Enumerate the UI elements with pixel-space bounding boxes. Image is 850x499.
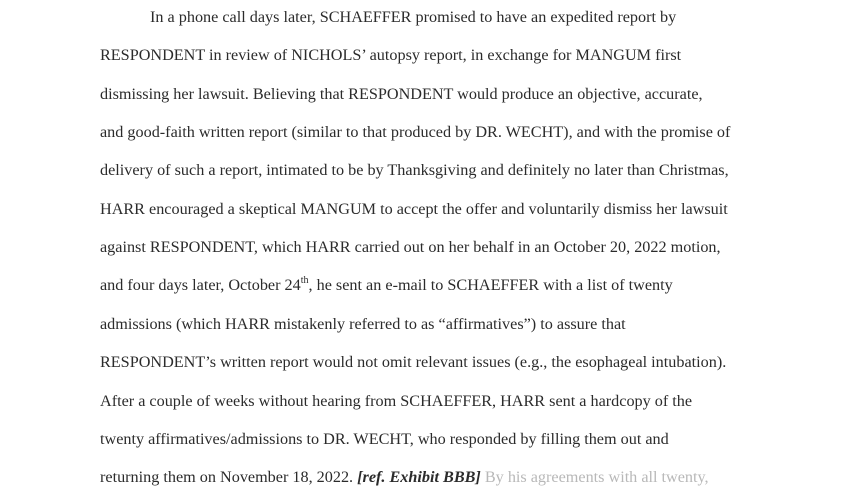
line-8-rest: , he sent an e-mail to SCHAEFFER with a list of twenty: [308, 276, 673, 294]
paragraph-line-4: and good-faith written report (similar to that produced by DR. WECHT), and with the promise of: [100, 123, 731, 141]
paragraph-line-5: delivery of such a report, intimated to be by Thanksgiving and definitely no later than Christmas,: [100, 161, 729, 179]
ordinal-superscript: th: [300, 274, 309, 286]
paragraph-line-13: [100, 467, 709, 487]
paragraph-line-8: [100, 275, 673, 295]
line-8-start: and four days later, October 24: [100, 276, 301, 294]
paragraph-line-3: dismissing her lawsuit. Believing that RESPONDENT would produce an objective, accurate,: [100, 85, 703, 103]
paragraph-line-7: against RESPONDENT, which HARR carried out on her behalf in an October 20, 2022 motion,: [100, 238, 721, 256]
paragraph-line-2: RESPONDENT in review of NICHOLS’ autopsy report, in exchange for MANGUM first: [100, 46, 682, 64]
paragraph-line-11: After a couple of weeks without hearing from SCHAEFFER, HARR sent a hardcopy of the: [100, 392, 693, 410]
line-13-text: returning them on November 18, 2022.: [100, 468, 354, 486]
faded-continuation-text: By his agreements with all twenty,: [484, 468, 709, 486]
paragraph-line-6: HARR encouraged a skeptical MANGUM to accept the offer and voluntarily dismiss her lawsuit: [100, 200, 728, 218]
paragraph-line-10: RESPONDENT’s written report would not omit relevant issues (e.g., the esophageal intubation).: [100, 353, 727, 371]
paragraph-line-12: twenty affirmatives/admissions to DR. WECHT, who responded by filling them out and: [100, 430, 669, 448]
paragraph-line-1: In a phone call days later, SCHAEFFER promised to have an expedited report by: [150, 8, 677, 26]
exhibit-reference: [ref. Exhibit BBB]: [357, 468, 481, 486]
paragraph-line-9: admissions (which HARR mistakenly referred to as “affirmatives”) to assure that: [100, 315, 626, 333]
